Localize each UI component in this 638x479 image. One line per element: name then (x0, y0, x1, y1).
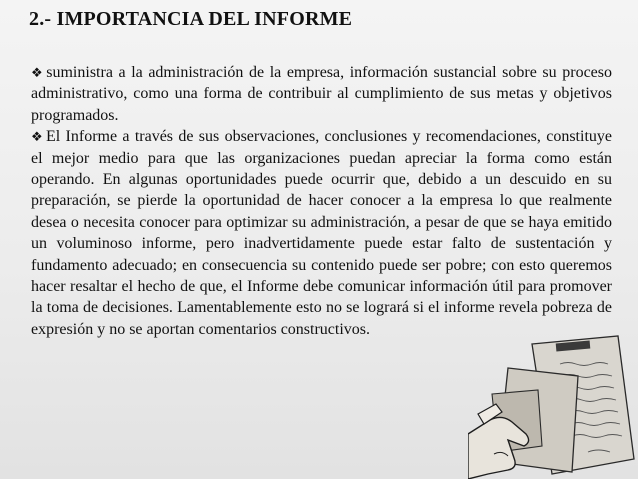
diamond-bullet-icon: ❖ (31, 65, 45, 80)
hand-holding-letter-icon (468, 334, 638, 479)
slide-body (31, 62, 612, 340)
diamond-bullet-icon: ❖ (31, 129, 44, 145)
bullet-paragraph-2 (31, 126, 612, 340)
slide-title: 2.- IMPORTANCIA DEL INFORME (29, 8, 353, 30)
paragraph-text: suministra a la administración de la empresa, información sustancial sobre su proceso administrativo, como una forma de contribuir al cumplimiento de sus metas y objetivos programados. (31, 64, 613, 124)
paragraph-text: El Informe a través de sus observaciones, conclusiones y recomendaciones, constituye el mejor medio para que las organizaciones puedan apreciar la forma como están operando. En algunas oportunidades puede ocurrir que, debido a un descuido en su preparación, se pierde la oportunidad de hacer conocer a la empresa lo que realmente desea o necesita conocer para optimizar su administración, a pesar de que se haya emitido un voluminoso informe, pero inadvertidamente puede estar falto de sustentación y fundamento adecuado; en consecuencia su contenido puede ser pobre; con esto queremos hacer resaltar el hecho de que, el Informe debe comunicar información útil para promover la toma de decisiones. Lamentablemente esto no se logrará si el informe revela pobreza de expresión y no se aportan comentarios constructivos. (31, 128, 612, 338)
bullet-paragraph-1 (31, 62, 612, 126)
